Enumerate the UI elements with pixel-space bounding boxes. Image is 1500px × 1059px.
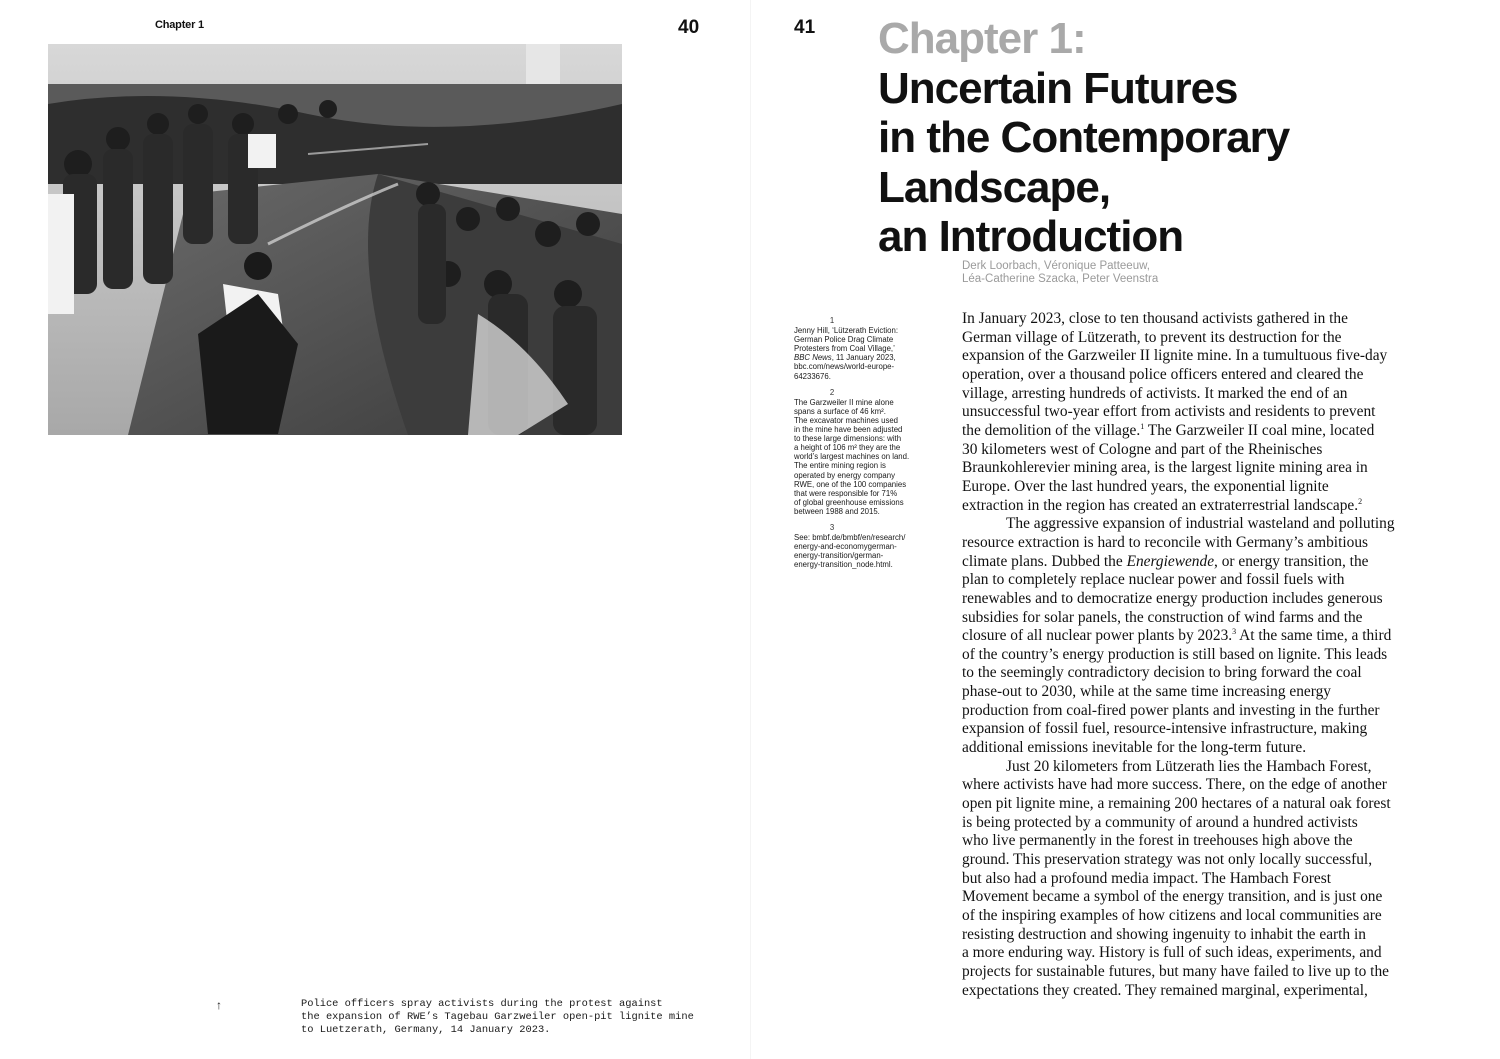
- emphasized-term: Energiewende: [1126, 552, 1215, 570]
- chapter-heading: [878, 14, 1488, 262]
- chapter-title: Uncertain Futures in the Contemporary Landscape, an Introduction: [878, 63, 1290, 261]
- paragraph-text: Just 20 kilometers from Lützerath lies the Hambach Forest, where activists have had more success. There, on the edge of another open pit lignite mine, a remaining 200 hectares of a natural oak forest is being protected by a community of around a hundred activists who live permanently in the forest in treehouses high above the ground. This preservation strategy was not only locally successful, but also had a profound media impact. The Hambach Forest Movement became a symbol of the energy transition, and is just one of the inspiring examples of how citizens and local communities are resisting destruction and showing ingenuity to inhabit the earth in a more enduring way. History is full of such ideas, experiments, and projects for sustainable futures, but many have failed to live up to the expectations they created. They remained marginal, experimental,: [962, 757, 1391, 999]
- chapter-authors: Derk Loorbach, Véronique Patteeuw, Léa-Catherine Szacka, Peter Veenstra: [962, 260, 1159, 285]
- footnote: [794, 316, 946, 381]
- footnotes: [794, 316, 946, 576]
- paragraph-text: The Garzweiler II coal mine, located 30 kilometers west of Cologne and part of the Rheinisches Braunkohlerevier mining area, is the largest lignite mining area in Europe. Over the last hundred years, the exponential lignite extraction in the region has created an extraterrestrial landscape.: [962, 421, 1375, 514]
- spread-gutter: [750, 0, 751, 1059]
- footnote-text-part: Jenny Hill, ‘Lützerath Eviction: German Police Drag Climate Protesters from Coal Village,’: [794, 326, 899, 354]
- paragraph: [962, 310, 1462, 515]
- paragraph-text: In January 2023, close to ten thousand activists gathered in the German village of Lützerath, to prevent its destruction for the expansion of the Garzweiler II lignite mine. In a tumultuous five-day operation, over a thousand police officers entered and cleared the village, arresting hundreds of activists. It marked the end of an unsuccessful two-year effort from activists and residents to prevent the demolition of the village.: [962, 310, 1388, 439]
- footnote-ref: 1: [1140, 421, 1145, 431]
- protest-photograph: [48, 44, 622, 435]
- chapter-label: Chapter 1:: [878, 14, 1086, 63]
- footnote-number: 2: [829, 387, 835, 397]
- footnote-ref: 2: [1358, 496, 1363, 506]
- page-number-left: 40: [678, 17, 700, 38]
- footnote-text: See: bmbf.de/bmbf/en/research/ energy-and-economygerman- energy-transition/german- energy-transition_node.html.: [794, 533, 906, 570]
- footnote-ref: 3: [1232, 627, 1237, 637]
- footnote-number: 3: [829, 522, 835, 532]
- running-head: Chapter 1: [155, 19, 204, 31]
- body-text: [962, 310, 1462, 1000]
- footnote-number: 1: [829, 316, 835, 325]
- footnote-publication: BBC News: [794, 353, 832, 363]
- paragraph-text: , or energy transition, the plan to completely replace nuclear power and fossil fuels with renewables and to democratize energy production includes generous subsidies for solar panels, the construction of wind farms and the closure of all nuclear power plants by 2023.: [962, 552, 1383, 645]
- footnote-text-part: , 11 January 2023, bbc.com/news/world-europe- 64233676.: [794, 353, 896, 381]
- footnote: [794, 388, 946, 516]
- footnote-text: [794, 326, 946, 381]
- paragraph: [962, 758, 1462, 1001]
- paragraph: [962, 515, 1462, 758]
- photo-caption: Police officers spray activists during the protest against the expansion of RWE’s Tagebau Garzweiler open-pit lignite mine to Luetzerath, Germany, 14 January 2023.: [301, 998, 694, 1036]
- paragraph-text: At the same time, a third of the country’s energy production is still based on lignite. This leads to the seemingly contradictory decision to bring forward the coal phase-out to 2030, while at the same time increasing energy production from coal-fired power plants and investing in the further expansion of fossil fuel, resource-intensive infrastructure, making additional emissions inevitable for the long-term future.: [962, 627, 1392, 757]
- caption-arrow-icon: ↑: [216, 998, 222, 1012]
- footnote-text: The Garzweiler II mine alone spans a surface of 46 km². The excavator machines used in the mine have been adjusted to these large dimensions: with a height of 106 m² they are the world’s largest machines on land. The entire mining region is operated by energy company RWE, one of the 100 companies that were responsible for 71% of global greenhouse emissions between 1988 and 2015.: [794, 397, 910, 516]
- paragraph-text: The aggressive expansion of industrial wasteland and polluting resource extraction is hard to reconcile with Germany’s ambitious climate plans. Dubbed the: [962, 515, 1395, 570]
- page-number-right: 41: [794, 17, 816, 38]
- footnote: [794, 523, 946, 569]
